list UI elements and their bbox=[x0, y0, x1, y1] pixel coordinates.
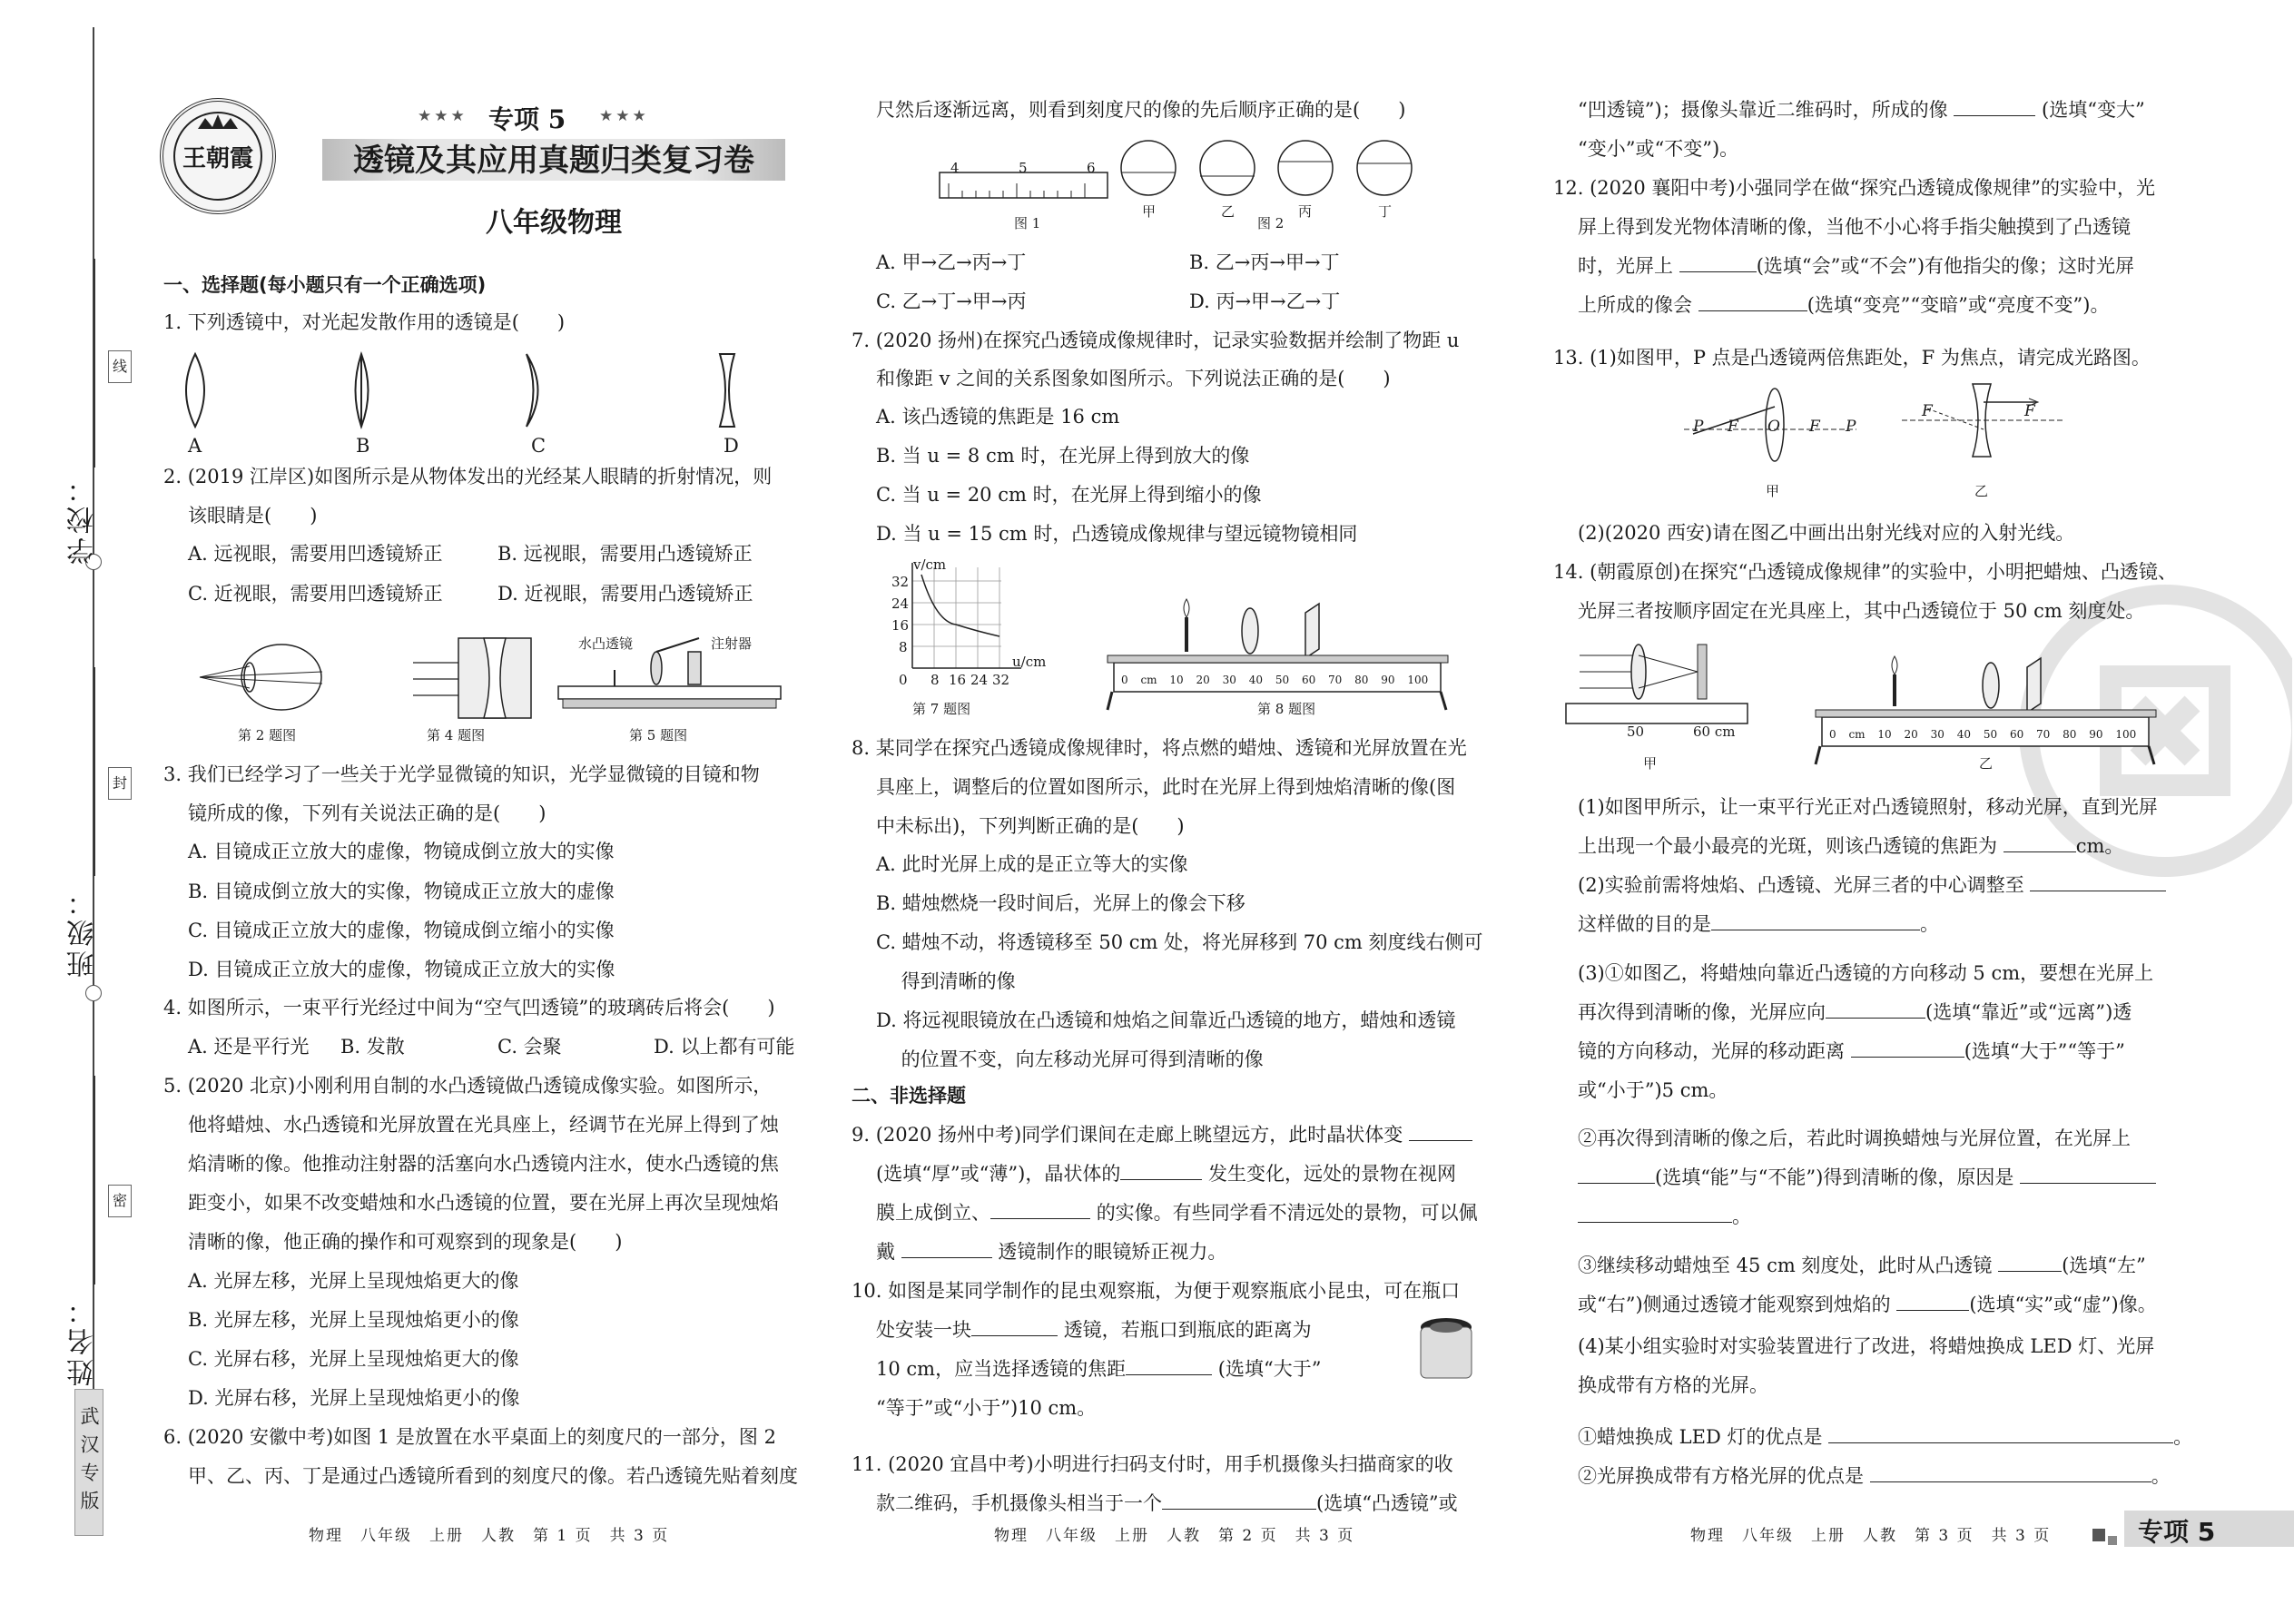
ruler-tick: 50 bbox=[1627, 723, 1645, 740]
option-label: C bbox=[531, 435, 546, 457]
edition-tag: 武汉专版 bbox=[74, 1389, 103, 1536]
school-label: 学校： bbox=[67, 472, 99, 565]
answer-blank[interactable] bbox=[1826, 999, 1925, 1019]
fig5-label: 水凸透镜 bbox=[578, 635, 634, 652]
question-5: 5. (2020 北京)小刚利用自制的水凸透镜做凸透镜成像实验。如图所示， bbox=[163, 1075, 773, 1097]
page-footer: 物理 八年级 上册 人教 第 3 页 共 3 页 bbox=[1690, 1527, 2052, 1545]
question-14-3c: ③继续移动蜡烛至 45 cm 刻度处，此时从凸透镜 (选填“左” bbox=[1578, 1246, 2146, 1284]
question-1: 1. 下列透镜中，对光起发散作用的透镜是( ) bbox=[163, 311, 566, 333]
answer-blank[interactable] bbox=[1711, 910, 1920, 930]
figure-caption: 第 8 题图 bbox=[1257, 701, 1316, 717]
option: C. 目镜成正立放大的虚像，物镜成倒立缩小的实像 bbox=[188, 920, 615, 941]
question-9-line: (选填“厚”或“薄”)，晶状体的 发生变化，远处的景物在视网 bbox=[876, 1155, 1456, 1193]
bench-tick: 10 bbox=[1169, 674, 1184, 686]
option: C. 近视眼，需要用凹透镜矫正 bbox=[188, 583, 443, 605]
question-14-4-line: 换成带有方格的光屏。 bbox=[1578, 1374, 1768, 1396]
question-6: 6. (2020 安徽中考)如图 1 是放置在水平桌面上的刻度尺的一部分，图 2 bbox=[163, 1426, 776, 1448]
fig7-xtick: 24 bbox=[970, 672, 989, 688]
answer-blank[interactable] bbox=[1698, 291, 1807, 311]
option: B. 当 u = 8 cm 时，在光屏上得到放大的像 bbox=[876, 445, 1250, 467]
option: A. 光屏左移，光屏上呈现烛焰更大的像 bbox=[188, 1270, 519, 1292]
question-12-line: 上所成的像会 (选填“变亮”“变暗”或“亮度不变”)。 bbox=[1578, 286, 2110, 324]
option: B. 发散 bbox=[340, 1036, 405, 1058]
question-9: 9. (2020 扬州中考)同学们课间在走廊上眺望远方，此时晶状体变 bbox=[852, 1116, 1472, 1154]
fig7-xtick: 32 bbox=[992, 672, 1010, 688]
bench-tick: 40 bbox=[1248, 674, 1263, 686]
question-10-line: “等于”或“小于”)10 cm。 bbox=[876, 1397, 1097, 1419]
option: A. 目镜成正立放大的虚像，物镜成倒立放大的实像 bbox=[188, 841, 615, 862]
question-11: 11. (2020 宜昌中考)小明进行扫码支付时，用手机摄像头扫描商家的收 bbox=[852, 1453, 1453, 1475]
option: C. 乙→丁→甲→丙 bbox=[876, 290, 1027, 312]
figure-caption: 第 5 题图 bbox=[629, 727, 688, 743]
header-badge: 专项 5 bbox=[488, 104, 566, 134]
section-title: 二、非选择题 bbox=[852, 1085, 966, 1107]
question-14-3b: ②再次得到清晰的像之后，若此时调换蜡烛与光屏位置，在光屏上 bbox=[1578, 1127, 2131, 1149]
bench-tick: 80 bbox=[1354, 674, 1369, 686]
figure-caption: 乙 bbox=[1979, 755, 1994, 772]
class-label: 班级： bbox=[67, 885, 99, 978]
figure-caption: 第 4 题图 bbox=[427, 727, 486, 743]
question-12-line: 时，光屏上 (选填“会”或“不会”)有他指尖的像；这时光屏 bbox=[1578, 247, 2134, 285]
option: B. 蜡烛燃烧一段时间后，光屏上的像会下移 bbox=[876, 892, 1245, 914]
question-8: 8. 某同学在探究凸透镜成像规律时，将点燃的蜡烛、透镜和光屏放置在光 bbox=[852, 737, 1467, 759]
option: D. 以上都有可能 bbox=[654, 1036, 795, 1058]
diagram-label: F bbox=[1728, 418, 1738, 436]
q1-lens-figure bbox=[168, 349, 785, 449]
option: C. 光屏右移，光屏上呈现烛焰更大的像 bbox=[188, 1348, 519, 1370]
answer-blank[interactable] bbox=[1870, 1462, 2151, 1482]
answer-blank[interactable] bbox=[1954, 96, 2035, 116]
question-3: 3. 我们已经学习了一些关于光学显微镜的知识，光学显微镜的目镜和物 bbox=[163, 763, 760, 785]
option: B. 目镜成倒立放大的实像，物镜成正立放大的虚像 bbox=[188, 881, 615, 902]
question-6-cont: 尺然后逐渐远离，则看到刻度尺的像的先后顺序正确的是( ) bbox=[876, 99, 1406, 121]
fig5-label: 注射器 bbox=[711, 635, 753, 652]
question-5-line: 距变小，如果不改变蜡烛和水凸透镜的位置，要在光屏上再次呈现烛焰 bbox=[188, 1192, 779, 1214]
question-14-3c-line: 或“右”)侧通过透镜才能观察到烛焰的 (选填“实”或“虚”)像。 bbox=[1578, 1285, 2157, 1324]
question-14-3b-line: (选填“能”与“不能”)得到清晰的像，原因是 bbox=[1578, 1158, 2156, 1196]
bench-tick: 10 bbox=[1877, 728, 1892, 741]
answer-blank[interactable] bbox=[1851, 1038, 1964, 1058]
figures-2-4-5 bbox=[195, 634, 785, 724]
fig7-xtick: 8 bbox=[930, 672, 940, 688]
question-11-line: 款二维码，手机摄像头相当于一个 (选填“凸透镜”或 bbox=[876, 1484, 1458, 1522]
seal-mark: 封 bbox=[108, 767, 132, 800]
option: D. 丙→甲→乙→丁 bbox=[1189, 290, 1341, 312]
fig7-xtick: 16 bbox=[949, 672, 967, 688]
bench-tick: 100 bbox=[1407, 674, 1429, 686]
q13-lens-diagrams bbox=[1684, 379, 2065, 488]
option: D. 当 u = 15 cm 时，凸透镜成像规律与望远镜物镜相同 bbox=[876, 523, 1358, 545]
question-13: 13. (1)如图甲，P 点是凸透镜两倍焦距处，F 为焦点，请完成光路图。 bbox=[1553, 347, 2151, 369]
option-label: A bbox=[188, 435, 202, 457]
option: D. 近视眼，需要用凸透镜矫正 bbox=[497, 583, 753, 605]
diagram-label: P bbox=[1693, 418, 1704, 436]
name-label: 姓名： bbox=[67, 1294, 99, 1386]
option-label: B bbox=[356, 435, 370, 457]
figure-caption: 图 2 bbox=[1257, 215, 1285, 231]
bench-tick: 70 bbox=[2036, 728, 2051, 741]
section-title: 一、选择题(每小题只有一个正确选项) bbox=[163, 274, 487, 296]
question-7-cont: 和像距 v 之间的关系图象如图所示。下列说法正确的是( ) bbox=[876, 368, 1391, 389]
option: D. 光屏右移，光屏上呈现烛焰更小的像 bbox=[188, 1387, 520, 1409]
question-14-2: (2)实验前需将烛焰、凸透镜、光屏三者的中心调整至 bbox=[1578, 866, 2166, 904]
option: B. 远视眼，需要用凸透镜矫正 bbox=[497, 543, 753, 565]
answer-blank[interactable] bbox=[971, 1316, 1058, 1336]
answer-blank[interactable] bbox=[1998, 1252, 2062, 1272]
question-14-2-line: 这样做的目的是 。 bbox=[1578, 905, 1939, 943]
bench-tick: 20 bbox=[1904, 728, 1918, 741]
figure-caption: 乙 bbox=[1974, 483, 1989, 499]
question-10-line: 处安装一块 透镜，若瓶口到瓶底的距离为 bbox=[876, 1311, 1312, 1349]
ruler-tick: 5 bbox=[1019, 160, 1028, 176]
page-footer: 物理 八年级 上册 人教 第 2 页 共 3 页 bbox=[994, 1527, 1355, 1545]
figure-caption: 乙 bbox=[1221, 203, 1236, 220]
fig7-xtick: 0 bbox=[899, 672, 908, 688]
question-4: 4. 如图所示，一束平行光经过中间为“空气凹透镜”的玻璃砖后将会( ) bbox=[163, 997, 775, 1019]
badge-square bbox=[2108, 1536, 2117, 1545]
bench-tick: 90 bbox=[2089, 728, 2103, 741]
answer-blank[interactable] bbox=[990, 1199, 1090, 1219]
q6-ruler-figures bbox=[935, 136, 1443, 227]
question-8-line: 具座上，调整后的位置如图所示，此时在光屏上得到烛焰清晰的像(图 bbox=[876, 776, 1456, 798]
question-5-line: 他将蜡烛、水凸透镜和光屏放置在光具座上，经调节在光屏上得到了烛 bbox=[188, 1114, 779, 1136]
question-11-cont: “变小”或“不变”)。 bbox=[1578, 138, 1739, 160]
badge-stars: ★★★ bbox=[599, 107, 649, 125]
diagram-label: F bbox=[1922, 402, 1933, 420]
option-cont: 的位置不变，向左移动光屏可得到清晰的像 bbox=[876, 1048, 1264, 1070]
question-14-4: (4)某小组实验时对实验装置进行了改进，将蜡烛换成 LED 灯、光屏 bbox=[1578, 1335, 2155, 1357]
fig14-jia bbox=[1561, 635, 1752, 735]
figure-caption: 甲 bbox=[1643, 755, 1658, 772]
binding-hole bbox=[85, 985, 102, 1001]
question-12: 12. (2020 襄阳中考)小强同学在做“探究凸透镜成像规律”的实验中，光 bbox=[1553, 177, 2156, 199]
question-14-3-line: 或“小于”)5 cm。 bbox=[1578, 1079, 1728, 1101]
option-label: D bbox=[724, 435, 739, 457]
question-3-cont: 镜所成的像，下列有关说法正确的是( ) bbox=[188, 802, 546, 824]
fig8-ticks bbox=[1121, 674, 1428, 686]
option: B. 光屏左移，光屏上呈现烛焰更小的像 bbox=[188, 1309, 519, 1331]
logo-text: 王朝霞 bbox=[182, 145, 253, 172]
bench-tick: 20 bbox=[1196, 674, 1210, 686]
question-14-3b-line: 。 bbox=[1578, 1197, 1751, 1235]
option: B. 乙→丙→甲→丁 bbox=[1189, 251, 1340, 273]
fig7-ytick: 8 bbox=[899, 639, 908, 655]
answer-blank[interactable] bbox=[1578, 1164, 1655, 1184]
option: C. 会聚 bbox=[497, 1036, 562, 1058]
answer-blank[interactable] bbox=[1120, 1160, 1202, 1180]
diagram-label: F bbox=[2024, 402, 2035, 420]
fig7-ytick: 32 bbox=[891, 574, 910, 590]
bench-tick: 60 bbox=[1301, 674, 1316, 686]
answer-blank[interactable] bbox=[2030, 871, 2166, 891]
fig14-ticks bbox=[1829, 728, 2136, 741]
fig7-graph bbox=[885, 558, 1049, 694]
fig7-ylabel: v/cm bbox=[913, 556, 947, 573]
option: C. 蜡烛不动，将透镜移至 50 cm 处，将光屏移到 70 cm 刻度线右侧可 bbox=[876, 931, 1483, 953]
figure-caption: 丙 bbox=[1298, 203, 1313, 220]
bench-tick: 50 bbox=[1983, 728, 1998, 741]
answer-blank[interactable] bbox=[1896, 1291, 1969, 1311]
diagram-label: F bbox=[1809, 418, 1820, 436]
fig7-ytick: 24 bbox=[891, 595, 910, 612]
logo bbox=[160, 98, 276, 214]
question-14-3: (3)①如图乙，将蜡烛向靠近凸透镜的方向移动 5 cm，要想在光屏上 bbox=[1578, 962, 2154, 984]
option: A. 该凸透镜的焦距是 16 cm bbox=[876, 406, 1120, 428]
question-10-line: 10 cm，应当选择透镜的焦距 (选填“大于” bbox=[876, 1350, 1321, 1388]
question-8-line: 中未标出)，下列判断正确的是( ) bbox=[876, 815, 1185, 837]
figure-caption: 丁 bbox=[1378, 203, 1393, 220]
school-field[interactable] bbox=[94, 259, 95, 468]
bench-tick: 40 bbox=[1956, 728, 1971, 741]
question-14-4-b: ②光屏换成带有方格光屏的优点是 。 bbox=[1578, 1457, 2171, 1495]
question-14-3-line: 再次得到清晰的像，光屏应向 (选填“靠近”或“远离”)透 bbox=[1578, 993, 2132, 1031]
page-footer: 物理 八年级 上册 人教 第 1 页 共 3 页 bbox=[309, 1527, 670, 1545]
answer-blank[interactable] bbox=[1828, 1423, 2173, 1443]
bench-tick: 100 bbox=[2115, 728, 2137, 741]
answer-blank[interactable] bbox=[1126, 1355, 1212, 1375]
option: A. 远视眼，需要用凹透镜矫正 bbox=[188, 543, 443, 565]
question-14-4-a: ①蜡烛换成 LED 灯的优点是 。 bbox=[1578, 1418, 2192, 1456]
question-5-line: 清晰的像，他正确的操作和可观察到的现象是( ) bbox=[188, 1231, 623, 1253]
answer-blank[interactable] bbox=[2004, 832, 2076, 852]
bench-tick: 30 bbox=[1930, 728, 1944, 741]
question-14: 14. (朝霞原创)在探究“凸透镜成像规律”的实验中，小明把蜡烛、凸透镜、 bbox=[1553, 561, 2177, 583]
option: C. 当 u = 20 cm 时，在光屏上得到缩小的像 bbox=[876, 484, 1262, 506]
bench-tick: 70 bbox=[1328, 674, 1343, 686]
bench-tick: 0 cm bbox=[1121, 674, 1157, 686]
footer-badge: 专项 5 bbox=[2138, 1517, 2216, 1547]
page-subtitle: 八年级物理 bbox=[486, 207, 622, 239]
bench-tick: 30 bbox=[1222, 674, 1236, 686]
answer-blank[interactable] bbox=[1409, 1121, 1472, 1141]
question-12-line: 屏上得到发光物体清晰的像，当他不小心将手指尖触摸到了凸透镜 bbox=[1578, 216, 2131, 238]
fig7-xlabel: u/cm bbox=[1012, 654, 1047, 670]
bench-tick: 90 bbox=[1381, 674, 1395, 686]
question-14-3-line: 镜的方向移动，光屏的移动距离 (选填“大于”“等于” bbox=[1578, 1032, 2125, 1070]
question-11-cont: “凹透镜”)；摄像头靠近二维码时，所成的像 (选填“变大” bbox=[1578, 91, 2145, 129]
diagram-label: O bbox=[1767, 418, 1780, 436]
option: A. 甲→乙→丙→丁 bbox=[876, 251, 1027, 273]
question-14-1: (1)如图甲所示，让一束平行光正对凸透镜照射，移动光屏，直到光屏 bbox=[1578, 796, 2158, 818]
question-2-cont: 该眼睛是( ) bbox=[188, 505, 318, 527]
option: D. 将远视眼镜放在凸透镜和烛焰之间靠近凸透镜的地方，蜡烛和透镜 bbox=[876, 1009, 1456, 1031]
question-10: 10. 如图是某同学制作的昆虫观察瓶，为便于观察瓶底小昆虫，可在瓶口 bbox=[852, 1280, 1461, 1302]
answer-blank[interactable] bbox=[1679, 252, 1757, 272]
fig7-ytick: 16 bbox=[891, 617, 910, 634]
option: D. 目镜成正立放大的虚像，物镜成正立放大的实像 bbox=[188, 959, 615, 980]
option-cont: 得到清晰的像 bbox=[876, 970, 1016, 992]
bench-tick: 0 cm bbox=[1829, 728, 1866, 741]
page-title: 透镜及其应用真题归类复习卷 bbox=[353, 143, 754, 179]
figure-caption: 第 2 题图 bbox=[238, 727, 297, 743]
seal-mark: 密 bbox=[108, 1185, 132, 1217]
fig8-optical-bench bbox=[1103, 581, 1452, 717]
class-field[interactable] bbox=[94, 667, 95, 876]
insect-jar-icon bbox=[1414, 1314, 1478, 1387]
figure-caption: 图 1 bbox=[1014, 215, 1041, 231]
bench-tick: 60 bbox=[2009, 728, 2024, 741]
bench-tick: 80 bbox=[2063, 728, 2077, 741]
badge-stars: ★★★ bbox=[418, 107, 468, 125]
question-2: 2. (2019 江岸区)如图所示是从物体发出的光经某人眼睛的折射情况，则 bbox=[163, 466, 773, 487]
answer-blank[interactable] bbox=[2020, 1164, 2156, 1184]
answer-blank[interactable] bbox=[1578, 1203, 1732, 1223]
option: A. 此时光屏上成的是正立等大的实像 bbox=[876, 853, 1188, 875]
badge-square bbox=[2092, 1529, 2105, 1541]
diagram-label: P bbox=[1846, 418, 1856, 436]
ruler-tick: 60 cm bbox=[1693, 723, 1736, 740]
seal-mark: 线 bbox=[108, 350, 132, 383]
question-13-part2: (2)(2020 西安)请在图乙中画出出射光线对应的入射光线。 bbox=[1578, 522, 2075, 544]
answer-blank[interactable] bbox=[901, 1238, 992, 1258]
question-6-line: 甲、乙、丙、丁是通过凸透镜所看到的刻度尺的像。若凸透镜先贴着刻度 bbox=[188, 1465, 798, 1487]
answer-blank[interactable] bbox=[1162, 1490, 1316, 1510]
bench-tick: 50 bbox=[1275, 674, 1290, 686]
question-5-line: 焰清晰的像。他推动注射器的活塞向水凸透镜内注水，使水凸透镜的焦 bbox=[188, 1153, 779, 1175]
ruler-tick: 4 bbox=[950, 160, 960, 176]
option: A. 还是平行光 bbox=[188, 1036, 310, 1058]
figure-caption: 甲 bbox=[1766, 483, 1780, 499]
name-field[interactable] bbox=[94, 1076, 95, 1284]
figure-caption: 甲 bbox=[1142, 203, 1157, 220]
question-9-line: 戴 透镜制作的眼镜矫正视力。 bbox=[876, 1233, 1226, 1271]
question-7: 7. (2020 扬州)在探究凸透镜成像规律时，记录实验数据并绘制了物距 u bbox=[852, 330, 1460, 351]
question-9-line: 膜上成倒立、 的实像。有些同学看不清远处的景物，可以佩 bbox=[876, 1194, 1478, 1232]
ruler-tick: 6 bbox=[1087, 160, 1096, 176]
figure-caption: 第 7 题图 bbox=[912, 701, 971, 717]
question-14-1-line: 上出现一个最小最亮的光斑，则该凸透镜的焦距为 cm。 bbox=[1578, 827, 2123, 865]
question-14-line: 光屏三者按顺序固定在光具座上，其中凸透镜位于 50 cm 刻度处。 bbox=[1578, 600, 2145, 622]
